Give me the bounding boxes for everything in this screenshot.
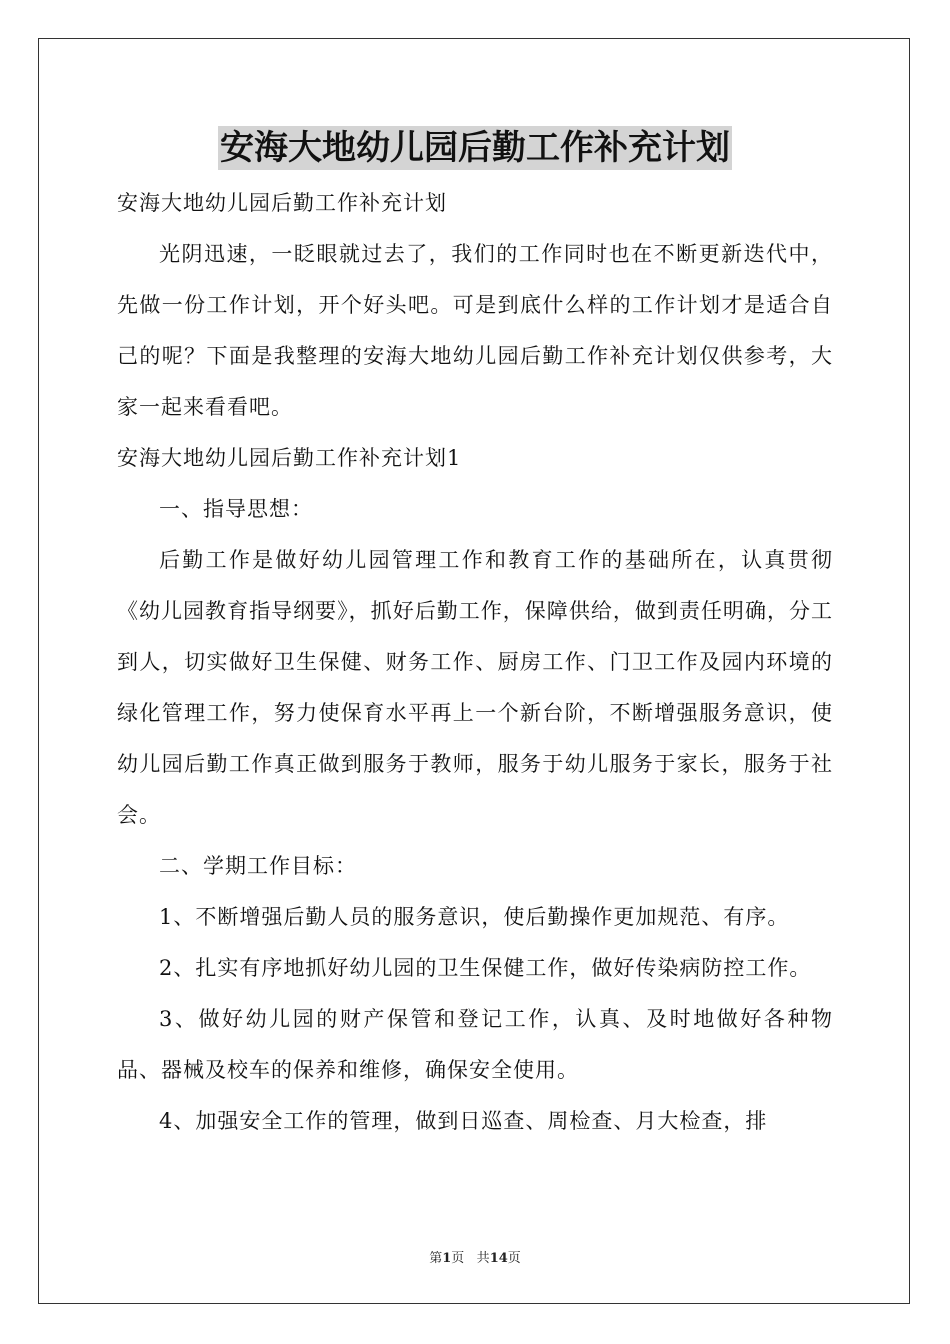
page-footer <box>0 1247 950 1266</box>
document-body <box>117 178 833 1147</box>
goal-item-1: 1、不断增强后勤人员的服务意识，使后勤操作更加规范、有序。 <box>159 905 790 929</box>
page-prefix: 第 <box>429 1251 443 1266</box>
goal-item-2: 2、扎实有序地抓好幼儿园的卫生保健工作，做好传染病防控工作。 <box>159 956 812 980</box>
total-pages: 14 <box>489 1251 508 1266</box>
page-number: 1 <box>442 1251 452 1266</box>
page-suffix: 页 <box>451 1251 465 1266</box>
guiding-idea-heading: 一、指导思想： <box>159 497 313 521</box>
total-prefix: 共 <box>476 1251 490 1266</box>
title-container <box>0 126 950 170</box>
goal-item-4: 4、加强安全工作的管理，做到日巡查、周检查、月大检查，排 <box>159 1109 768 1133</box>
goals-heading: 二、学期工作目标： <box>159 854 357 878</box>
document-title: 安海大地幼儿园后勤工作补充计划 <box>220 128 730 168</box>
total-suffix: 页 <box>507 1251 521 1266</box>
section-heading: 安海大地幼儿园后勤工作补充计划1 <box>117 446 462 470</box>
guiding-idea-paragraph: 后勤工作是做好幼儿园管理工作和教育工作的基础所在，认真贯彻《幼儿园教育指导纲要》，抓好后勤工作，保障供给，做到责任明确，分工到人，切实做好卫生保健、财务工作、厨房工作、门卫工作及园内环境的绿化管理工作，努力使保育水平再上一个新台阶，不断增强服务意识，使幼儿园后勤工作真正做到服务于教师，服务于幼儿服务于家长，服务于社会。 <box>117 548 833 827</box>
subtitle-line: 安海大地幼儿园后勤工作补充计划 <box>117 191 447 215</box>
goal-item-3: 3、做好幼儿园的财产保管和登记工作，认真、及时地做好各种物品、器械及校车的保养和维修，确保安全使用。 <box>117 1007 833 1082</box>
intro-paragraph: 光阴迅速，一眨眼就过去了，我们的工作同时也在不断更新迭代中，先做一份工作计划，开个好头吧。可是到底什么样的工作计划才是适合自己的呢？下面是我整理的安海大地幼儿园后勤工作补充计划仅供参考，大家一起来看看吧。 <box>117 242 833 419</box>
